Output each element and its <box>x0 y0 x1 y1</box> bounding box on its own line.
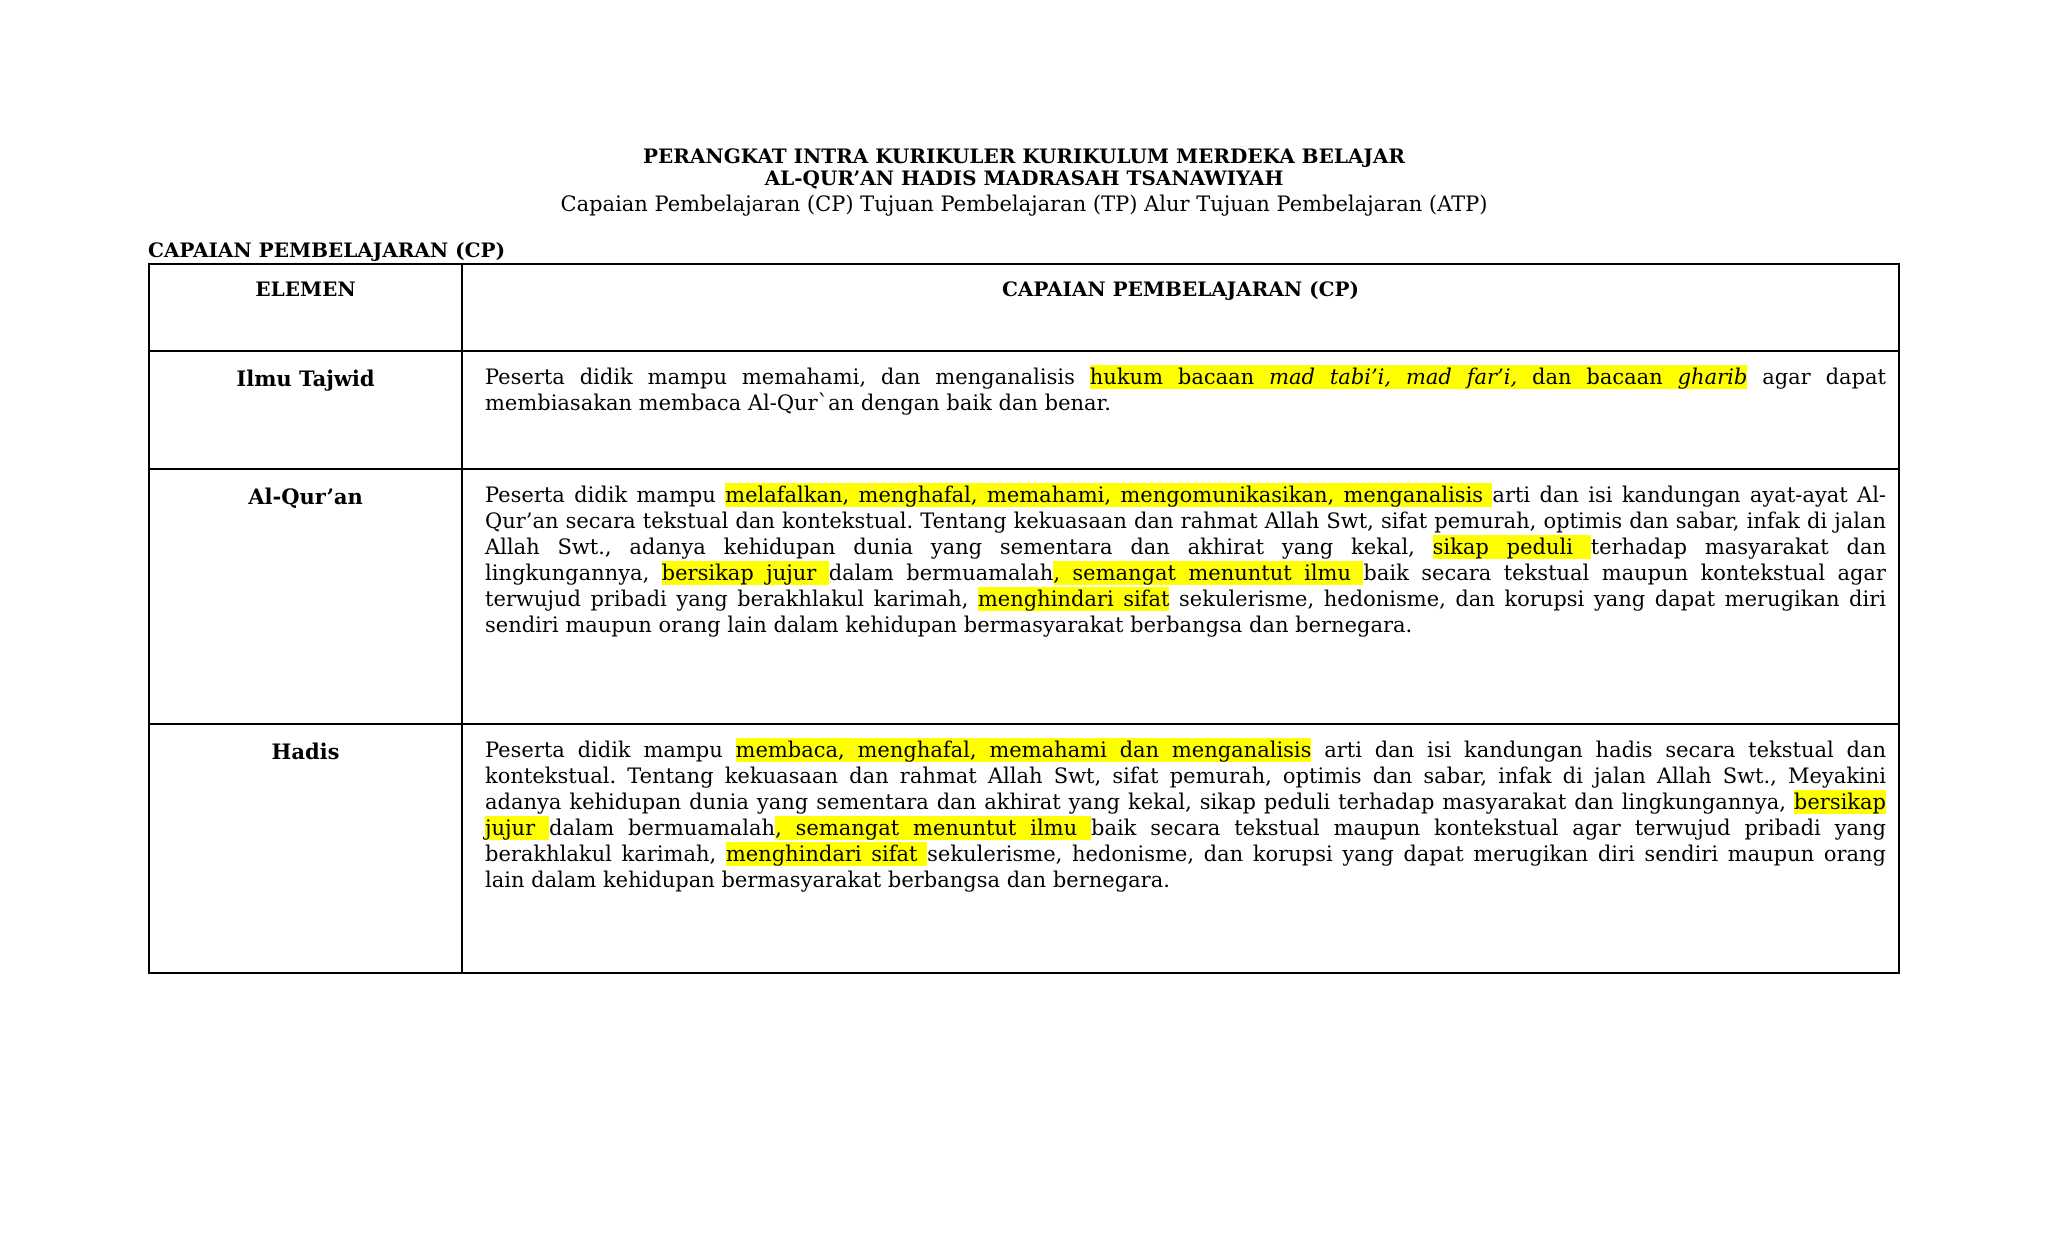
cp-text: agar dapat membiasakan membaca Al-Qur`an dengan baik dan benar. <box>485 365 1886 415</box>
cp-text: Peserta didik mampu memahami, dan menganalisis <box>485 365 1090 389</box>
cp-text: dalam bermuamalah <box>828 561 1054 585</box>
cp-text: sekulerisme, hedonisme, dan korupsi yang dapat merugikan diri sendiri maupun orang lain dalam kehidupan bermasyarakat berbangsa dan bernegara. <box>485 842 1886 892</box>
highlighted-text: , semangat menuntut ilmu <box>775 816 1091 840</box>
cp-text: arti dan isi kandungan hadis secara tekstual dan kontekstual. Tentang kekuasaan dan rahmat Allah Swt, sifat pemurah, optimis dan sabar, infak di jalan Allah Swt., Meyakini adanya kehidupan dunia yang sementara dan akhirat yang kekal, sikap peduli terhadap masyarakat dan lingkungannya, <box>485 738 1886 814</box>
table-header-row <box>149 264 1899 351</box>
elemen-cell <box>149 724 462 973</box>
cp-text-cell <box>462 351 1899 469</box>
highlighted-text: membaca, menghafal, memahami dan menganalisis <box>735 738 1312 762</box>
cp-text: arti dan isi kandungan ayat-ayat Al-Qur’an secara tekstual dan kontekstual. Tentang kekuasaan dan rahmat Allah Swt, sifat pemurah, optimis dan sabar, infak di jalan Allah Swt., adanya kehidupan dunia yang sementara dan akhirat yang kekal, <box>485 483 1886 559</box>
cp-text: Peserta didik mampu <box>485 483 726 507</box>
highlighted-text: , semangat menuntut ilmu <box>1053 561 1364 585</box>
elemen-label: Ilmu Tajwid <box>236 366 375 391</box>
cp-text: baik secara tekstual maupun kontekstual agar terwujud pribadi yang berakhlakul karimah, <box>485 561 1886 611</box>
cp-table <box>148 263 1900 974</box>
header-elemen <box>149 264 462 351</box>
table-row-hadis <box>149 724 1899 973</box>
section-heading: CAPAIAN PEMBELAJARAN (CP) <box>148 238 506 262</box>
document-subtitle: Capaian Pembelajaran (CP) Tujuan Pembelajaran (TP) Alur Tujuan Pembelajaran (ATP) <box>560 192 1488 216</box>
cp-text: dalam bermuamalah <box>549 816 776 840</box>
table-row-al-quran <box>149 469 1899 724</box>
document-title-line-1: PERANGKAT INTRA KURIKULER KURIKULUM MERDEKA BELAJAR <box>642 144 1406 168</box>
cp-text-cell <box>462 724 1899 973</box>
highlight-italic-part: gharib <box>1677 365 1748 389</box>
elemen-cell <box>149 351 462 469</box>
elemen-label: Al-Qur’an <box>248 484 363 509</box>
cp-text: Peserta didik mampu <box>485 738 736 762</box>
highlighted-text: bersikap jujur <box>485 790 1886 840</box>
highlighted-text: sikap peduli <box>1432 535 1591 559</box>
cp-text-cell <box>462 469 1899 724</box>
header-cp <box>462 264 1899 351</box>
cp-text: terhadap masyarakat dan lingkungannya, <box>485 535 1887 585</box>
document-title-line-2: AL-QUR’AN HADIS MADRASAH TSANAWIYAH <box>764 166 1284 190</box>
elemen-label: Hadis <box>271 739 340 764</box>
table-row-ilmu-tajwid <box>149 351 1899 469</box>
highlighted-text: melafalkan, menghafal, memahami, mengomunikasikan, menganalisis <box>725 483 1493 507</box>
header-cp-label: CAPAIAN PEMBELAJARAN (CP) <box>1001 277 1360 301</box>
document-header <box>0 145 2048 217</box>
highlight-italic-part: mad tabi’i, mad far’i, <box>1269 365 1518 389</box>
highlighted-text: menghindari sifat <box>725 842 928 866</box>
highlighted-text <box>1090 365 1748 389</box>
elemen-cell <box>149 469 462 724</box>
cp-text: baik secara tekstual maupun kontekstual agar terwujud pribadi yang berakhlakul karimah, <box>485 816 1886 866</box>
highlighted-text: bersikap jujur <box>661 561 829 585</box>
cp-text: sekulerisme, hedonisme, dan korupsi yang dapat merugikan diri sendiri maupun orang lain dalam kehidupan bermasyarakat berbangsa dan bernegara. <box>485 587 1886 637</box>
highlighted-text: menghindari sifat <box>977 587 1170 611</box>
header-elemen-label: ELEMEN <box>255 277 356 301</box>
highlight-part: hukum bacaan <box>1089 365 1270 389</box>
highlight-part: dan bacaan <box>1517 365 1678 389</box>
